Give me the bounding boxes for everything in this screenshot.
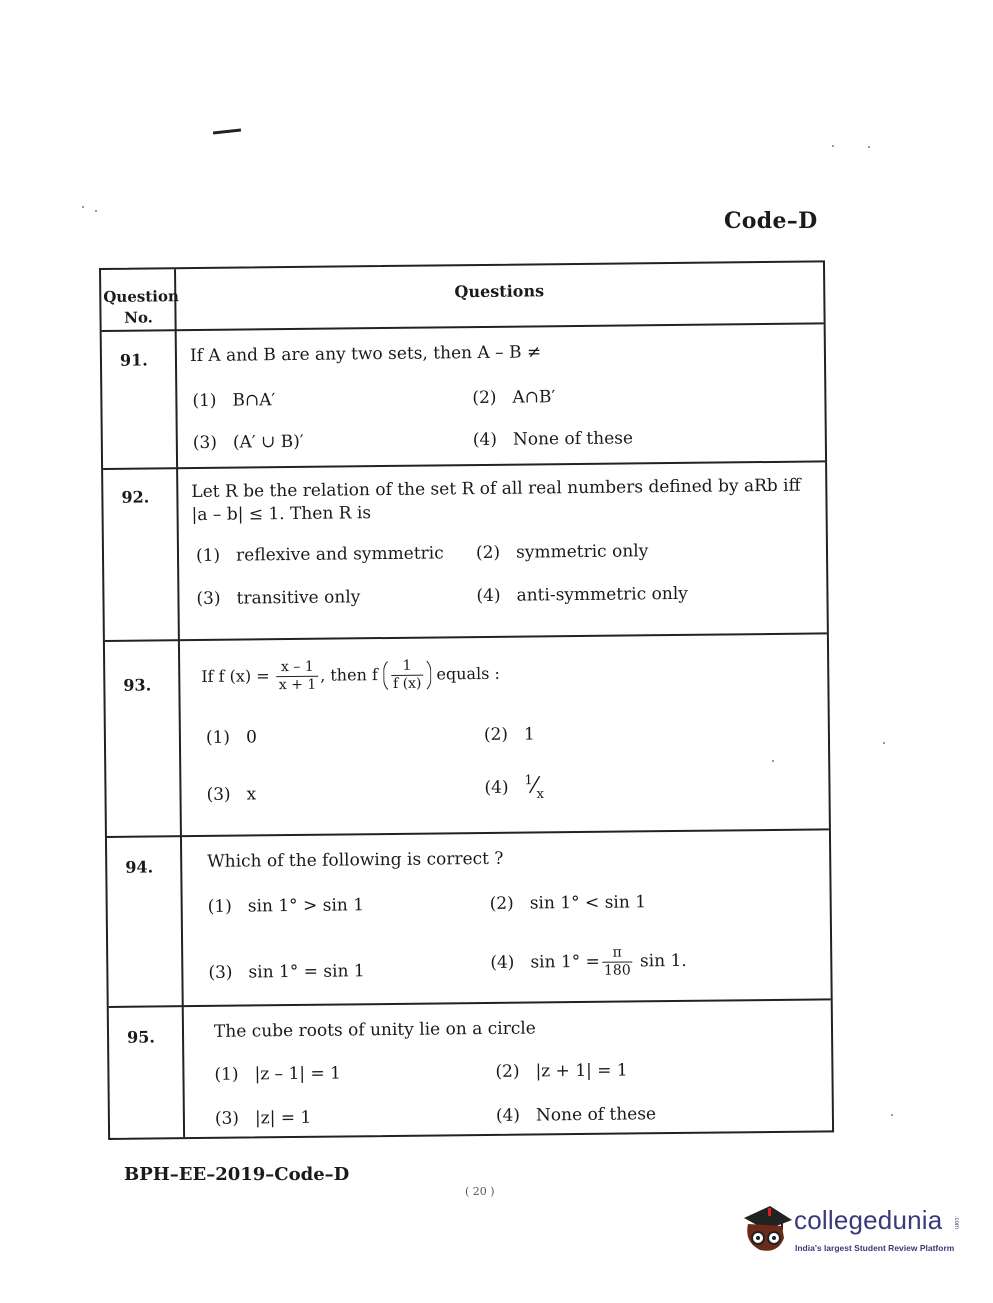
row-divider — [107, 828, 829, 838]
questions-table — [99, 260, 834, 1140]
option-4: (4) $^1⁄_x$ — [484, 773, 545, 803]
brand-logo — [738, 1198, 968, 1268]
option-1: (1) B∩A′ — [192, 390, 276, 412]
header-questions: Questions — [454, 281, 545, 302]
question-text: Let R be the relation of the set R of all real numbers defined by aRb iff |a – b| ≤ 1. Then R is — [191, 475, 801, 526]
scan-speck — [891, 1114, 893, 1116]
scan-speck — [883, 742, 885, 744]
option-4: (4) None of these — [495, 1104, 657, 1126]
scan-speck — [832, 145, 834, 147]
option-4: (4) sin 1° = $\frac{\pi}{180}$ sin 1. — [490, 944, 687, 979]
option-3: (3) |z| = 1 — [214, 1107, 312, 1129]
question-text: If A and B are any two sets, then A – B ≠ — [189, 342, 542, 367]
question-number: 92. — [121, 487, 150, 507]
option-2: (2) sin 1° < sin 1 — [489, 892, 647, 914]
option-1: (1) reflexive and symmetric — [195, 543, 444, 566]
option-3: (3) (A′ ∪ B)′ — [192, 431, 304, 454]
brand-tagline: India's largest Student Review Platform — [795, 1243, 955, 1253]
scan-speck — [95, 210, 97, 212]
question-number: 95. — [126, 1027, 155, 1047]
question-text: Which of the following is correct ? — [207, 848, 504, 872]
option-2: (2) symmetric only — [475, 541, 649, 564]
option-1: (1) sin 1° > sin 1 — [207, 895, 365, 917]
header-question-no: Question No. — [103, 287, 179, 327]
row-divider — [102, 322, 824, 332]
option-4: (4) None of these — [472, 428, 634, 451]
paper-code: Code–D — [724, 208, 818, 234]
option-2: (2) |z + 1| = 1 — [495, 1060, 628, 1082]
question-number: 94. — [125, 857, 154, 877]
question-number: 91. — [119, 350, 148, 370]
parenthesised-fraction: $\frac{1}{f (x)}$ — [383, 657, 432, 695]
option-3: (3) sin 1° = sin 1 — [208, 961, 365, 983]
question-number: 93. — [123, 675, 152, 695]
question-text: If f (x) = $\frac{x - 1}{x + 1}$ , then f $\frac{1}{f (x)}$ equals : — [201, 657, 500, 694]
page-number: ( 20 ) — [465, 1185, 495, 1198]
row-divider — [109, 998, 831, 1008]
brand-suffix: .com — [953, 1216, 959, 1230]
row-divider — [103, 460, 825, 470]
mascot-icon — [738, 1198, 794, 1258]
footer-code: BPH–EE–2019–Code–D — [124, 1164, 350, 1185]
question-text: The cube roots of unity lie on a circle — [213, 1018, 536, 1042]
brand-name: collegedunia — [794, 1205, 943, 1235]
option-2: (2) A∩B′ — [472, 387, 556, 409]
row-divider — [105, 632, 827, 642]
scan-speck — [82, 206, 84, 208]
scan-mark — [213, 129, 241, 135]
option-3: (3) transitive only — [196, 587, 361, 609]
option-4: (4) anti-symmetric only — [476, 583, 688, 607]
option-1: (1) 0 — [205, 727, 257, 748]
fraction: $\frac{x - 1}{x + 1}$ — [277, 659, 319, 694]
option-1: (1) |z – 1| = 1 — [214, 1063, 342, 1085]
scan-speck — [868, 146, 870, 148]
option-3: (3) x — [206, 784, 257, 805]
option-2: (2) 1 — [483, 724, 535, 745]
